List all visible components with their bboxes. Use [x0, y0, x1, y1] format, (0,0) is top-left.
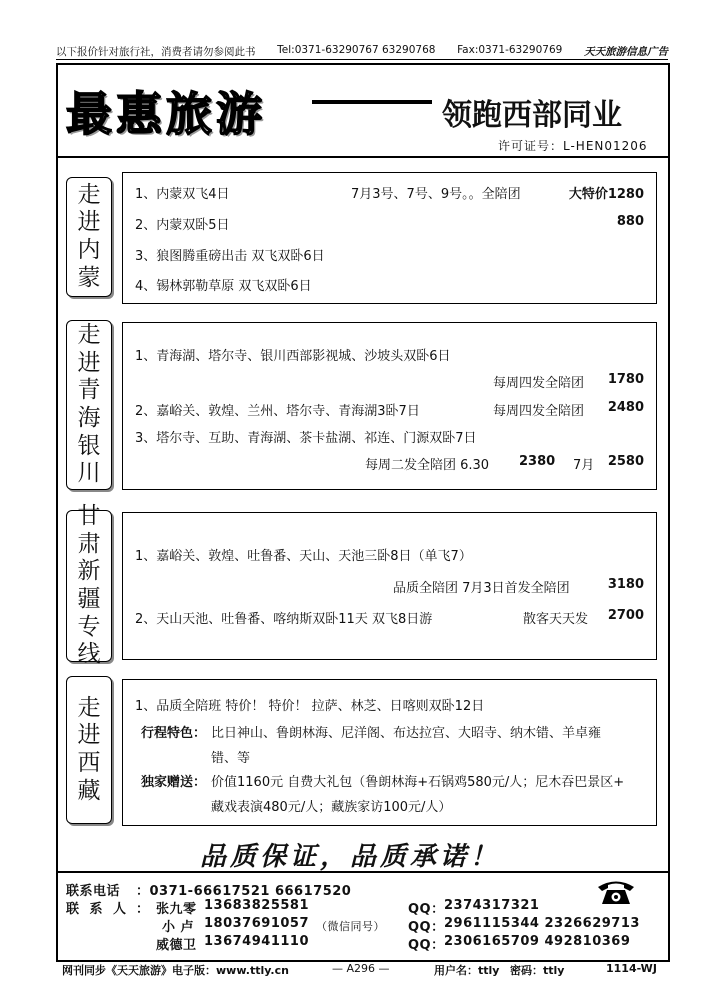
qq-label: QQ：	[408, 902, 445, 917]
route-line: 1、品质全陪班 特价！ 特价！ 拉萨、林芝、日喀则双卧12日	[135, 699, 485, 714]
route-line: 2、内蒙双卧5日	[135, 218, 230, 233]
title-main: 最惠旅游	[66, 87, 266, 141]
slogan: 天天旅游信息广告	[583, 46, 668, 58]
route-departure: 每周二发全陪团 6.30	[365, 458, 490, 473]
route-departure: 7月3号、7号、9号。。全陪团	[351, 187, 521, 202]
contact-divider	[56, 871, 670, 873]
contact-phone: 13683825581	[204, 898, 309, 913]
itinerary-text: 错、等	[211, 751, 251, 766]
tel-number: Tel:0371-63290767 63290768	[277, 44, 436, 56]
disclaimer: 以下报价针对旅行社，消费者请勿参阅此书	[56, 46, 256, 58]
contact-name: 张九零	[156, 902, 197, 917]
route-departure: 每周四发全陪团	[493, 404, 585, 419]
top-note	[56, 44, 668, 59]
route-line: 3、塔尔寺、互助、青海湖、茶卡盐湖、祁连、门源双卧7日	[135, 431, 477, 446]
section-qinghai-yinchuan	[122, 322, 657, 490]
qq-number: 2961115344 2326629713	[444, 916, 640, 931]
itinerary-text: 比日神山、鲁朗林海、尼洋阁、布达拉宫、大昭寺、纳木错、羊卓雍	[211, 726, 602, 741]
title-sub: 领跑西部同业	[442, 98, 622, 133]
route-price: 2580	[607, 454, 644, 469]
footer-web: 网刊同步《天天旅游》电子版：www.ttly.cn	[62, 964, 289, 977]
route-price: 2700	[607, 608, 644, 623]
tab-tibet: 走 进 西 藏	[66, 676, 112, 824]
section-gansu-xinjiang	[122, 512, 657, 660]
contact-name: 小 卢	[162, 920, 195, 935]
tab-gansu-xinjiang: 甘 肃 新 疆 专 线	[66, 510, 112, 662]
route-price: 3180	[607, 577, 644, 592]
quality-promise: 品质保证，品质承诺！	[200, 842, 501, 872]
route-line: 1、青海湖、塔尔寺、银川西部影视城、沙坡头双卧6日	[135, 349, 451, 364]
section-tibet	[122, 679, 657, 826]
wechat-note: （微信同号）	[316, 920, 385, 933]
route-price: 880	[616, 214, 644, 229]
footer-page: — A296 —	[332, 962, 390, 975]
route-line: 4、锡林郭勒草原 双飞双卧6日	[135, 279, 312, 294]
route-line: 3、狼图腾重磅出击 双飞双卧6日	[135, 249, 325, 264]
gift-text: 价值1160元 自费大礼包（鲁朗林海+石锅鸡580元/人；尼木吞巴景区+	[211, 775, 625, 790]
route-price: 2380	[519, 454, 556, 469]
route-departure: 散客天天发	[523, 612, 589, 627]
telephone-icon	[596, 878, 636, 906]
qq-number: 2374317321	[444, 898, 540, 913]
tab-inner-mongolia: 走 进 内 蒙	[66, 177, 112, 297]
gift-text: 藏戏表演480元/人；藏族家访100元/人）	[211, 800, 452, 815]
contact-tel-label: 联系电话	[66, 884, 121, 899]
header-divider	[56, 156, 670, 158]
license-number: 许可证号：L-HEN01206	[498, 139, 648, 153]
itinerary-label: 行程特色：	[141, 726, 207, 741]
title-dash	[312, 100, 432, 104]
route-departure: 品质全陪团 7月3日首发全陪团	[393, 581, 570, 596]
qq-label: QQ：	[408, 938, 445, 953]
route-price: 大特价1280	[568, 187, 644, 202]
contact-phone: 18037691057	[204, 916, 309, 931]
tab-qinghai-yinchuan: 走 进 青 海 银 川	[66, 320, 112, 490]
footer-code: 1114-WJ	[606, 962, 657, 975]
gift-label: 独家赠送：	[141, 775, 207, 790]
top-rule	[56, 59, 668, 60]
route-departure: 每周四发全陪团	[493, 376, 585, 391]
route-price: 2480	[607, 400, 644, 415]
qq-label: QQ：	[408, 920, 445, 935]
route-month: 7月	[573, 458, 595, 473]
contact-tel-value: ：0371-66617521 66617520	[136, 884, 352, 899]
section-inner-mongolia	[122, 172, 657, 304]
route-line: 2、天山天池、吐鲁番、喀纳斯双卧11天 双飞8日游	[135, 612, 433, 627]
route-price: 1780	[607, 372, 644, 387]
contact-person-label: 联 系 人	[66, 902, 130, 917]
contact-name: 威德卫	[156, 938, 197, 953]
fax-number: Fax:0371-63290769	[457, 44, 563, 56]
footer-password: 密码：ttly	[510, 964, 565, 977]
route-line: 1、内蒙双飞4日	[135, 187, 230, 202]
route-line: 1、嘉峪关、敦煌、吐鲁番、天山、天池三卧8日（单飞7）	[135, 549, 472, 564]
qq-number: 2306165709 492810369	[444, 934, 631, 949]
footer-user: 用户名：ttly	[434, 964, 500, 977]
route-line: 2、嘉峪关、敦煌、兰州、塔尔寺、青海湖3卧7日	[135, 404, 420, 419]
contact-phone: 13674941110	[204, 934, 309, 949]
